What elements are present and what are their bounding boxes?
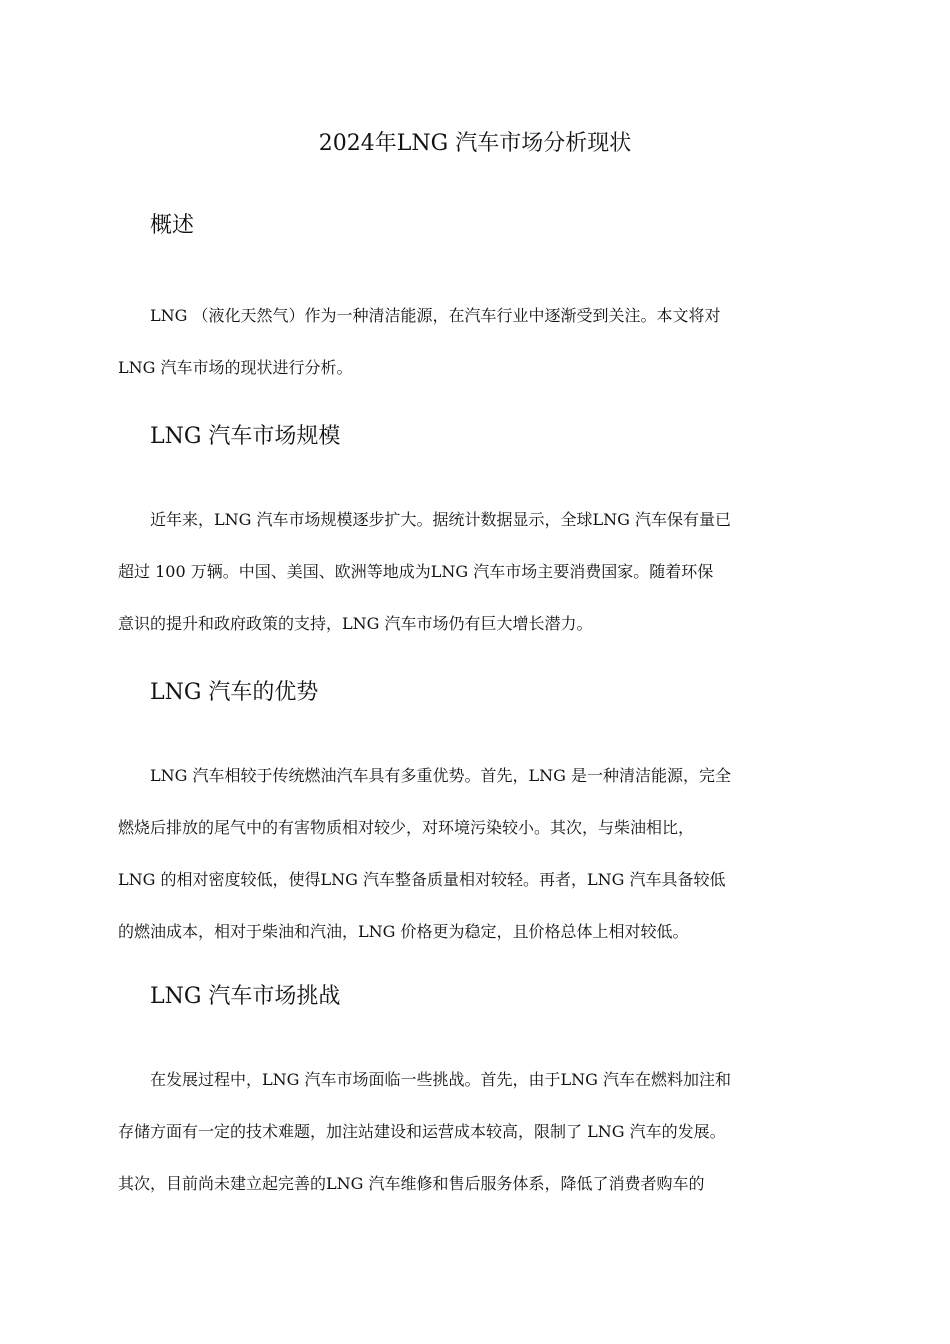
paragraph-line: 的燃油成本，相对于柴油和汽油，LNG 价格更为稳定，且价格总体上相对较低。	[118, 922, 689, 941]
paragraph-line: 存储方面有一定的技术难题，加注站建设和运营成本较高，限制了 LNG 汽车的发展。	[118, 1122, 726, 1141]
section-paragraph-challenges	[118, 1068, 858, 1224]
paragraph-line: LNG （液化天然气）作为一种清洁能源，在汽车行业中逐渐受到关注。本文将对	[150, 306, 721, 325]
section-heading-overview: 概述	[150, 213, 195, 238]
paragraph-line: 超过 100 万辆。中国、美国、欧洲等地成为LNG 汽车市场主要消费国家。随着环保	[118, 562, 714, 581]
section-paragraph-advantages	[118, 764, 858, 972]
paragraph-line: 其次，目前尚未建立起完善的LNG 汽车维修和售后服务体系，降低了消费者购车的	[118, 1174, 705, 1193]
section-paragraph-market-size	[118, 508, 858, 664]
section-heading-advantages: LNG 汽车的优势	[150, 680, 319, 705]
paragraph-line: 意识的提升和政府政策的支持，LNG 汽车市场仍有巨大增长潜力。	[118, 614, 593, 633]
paragraph-line: 近年来，LNG 汽车市场规模逐步扩大。据统计数据显示，全球LNG 汽车保有量已	[150, 510, 731, 529]
paragraph-line: LNG 的相对密度较低，使得LNG 汽车整备质量相对较轻。再者，LNG 汽车具备较低	[118, 870, 726, 889]
document-title: 2024年LNG 汽车市场分析现状	[318, 131, 632, 156]
paragraph-line: 燃烧后排放的尾气中的有害物质相对较少，对环境污染较小。其次，与柴油相比，	[118, 818, 695, 837]
paragraph-line: LNG 汽车相较于传统燃油汽车具有多重优势。首先，LNG 是一种清洁能源，完全	[150, 766, 731, 785]
paragraph-line: LNG 汽车市场的现状进行分析。	[118, 358, 353, 377]
paragraph-line: 在发展过程中，LNG 汽车市场面临一些挑战。首先，由于LNG 汽车在燃料加注和	[150, 1070, 731, 1089]
section-heading-market-size: LNG 汽车市场规模	[150, 424, 341, 449]
section-heading-challenges: LNG 汽车市场挑战	[150, 984, 341, 1009]
section-paragraph-overview	[118, 304, 858, 408]
